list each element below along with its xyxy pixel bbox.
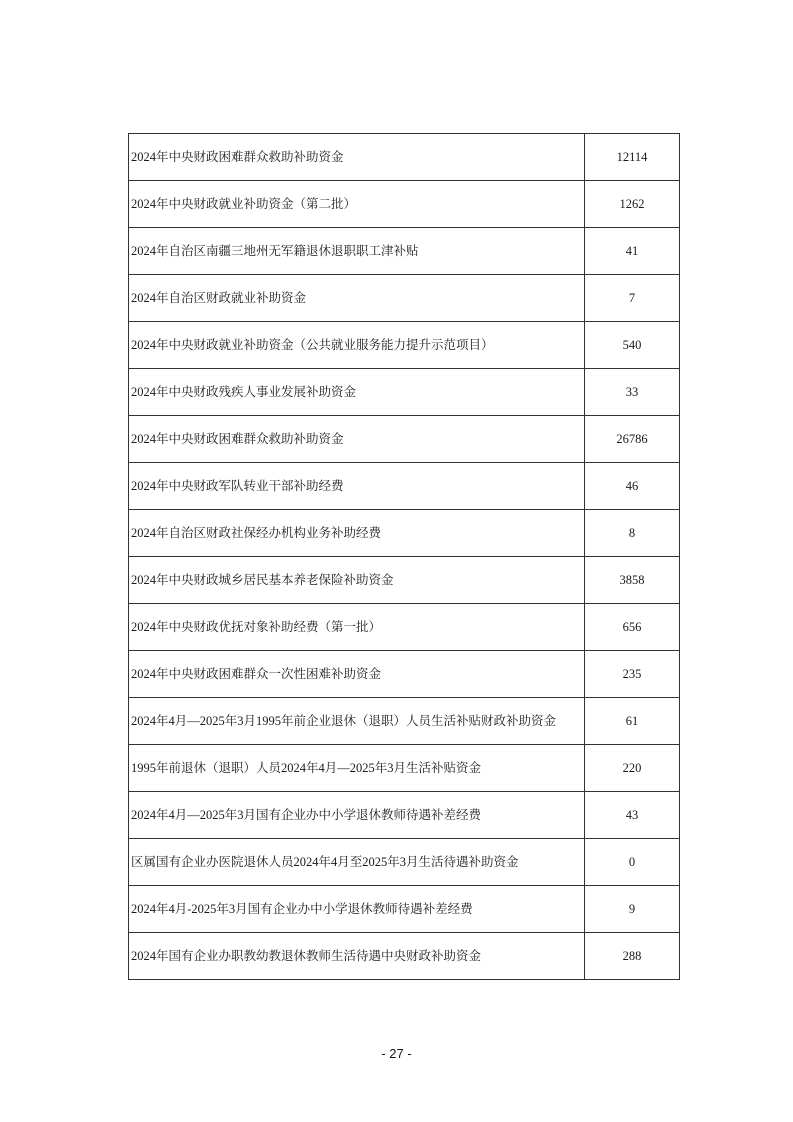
amount-cell: 33 <box>585 369 680 416</box>
funding-table-body <box>129 134 680 980</box>
table-row <box>129 604 680 651</box>
item-name-cell: 2024年中央财政军队转业干部补助经费 <box>129 463 585 510</box>
amount-cell: 46 <box>585 463 680 510</box>
amount-cell: 43 <box>585 792 680 839</box>
item-name-cell: 1995年前退休（退职）人员2024年4月—2025年3月生活补贴资金 <box>129 745 585 792</box>
page-number: - 27 - <box>381 1046 412 1061</box>
item-name-cell: 2024年中央财政残疾人事业发展补助资金 <box>129 369 585 416</box>
table-row <box>129 228 680 275</box>
item-name-cell: 2024年中央财政就业补助资金（第二批） <box>129 181 585 228</box>
item-name-cell: 2024年自治区财政就业补助资金 <box>129 275 585 322</box>
item-name-cell: 2024年4月—2025年3月国有企业办中小学退休教师待遇补差经费 <box>129 792 585 839</box>
table-row <box>129 698 680 745</box>
table-row <box>129 839 680 886</box>
amount-cell: 656 <box>585 604 680 651</box>
amount-cell: 220 <box>585 745 680 792</box>
table-row <box>129 792 680 839</box>
item-name-cell: 2024年中央财政就业补助资金（公共就业服务能力提升示范项目） <box>129 322 585 369</box>
amount-cell: 9 <box>585 886 680 933</box>
item-name-cell: 区属国有企业办医院退休人员2024年4月至2025年3月生活待遇补助资金 <box>129 839 585 886</box>
amount-cell: 0 <box>585 839 680 886</box>
table-row <box>129 275 680 322</box>
amount-cell: 41 <box>585 228 680 275</box>
item-name-cell: 2024年自治区南疆三地州无军籍退休退职职工津补贴 <box>129 228 585 275</box>
table-row <box>129 933 680 980</box>
amount-cell: 8 <box>585 510 680 557</box>
table-row <box>129 886 680 933</box>
table-row <box>129 322 680 369</box>
table-row <box>129 181 680 228</box>
amount-cell: 26786 <box>585 416 680 463</box>
item-name-cell: 2024年4月-2025年3月国有企业办中小学退休教师待遇补差经费 <box>129 886 585 933</box>
table-row <box>129 745 680 792</box>
amount-cell: 540 <box>585 322 680 369</box>
item-name-cell: 2024年中央财政城乡居民基本养老保险补助资金 <box>129 557 585 604</box>
amount-cell: 7 <box>585 275 680 322</box>
table-row <box>129 651 680 698</box>
table-row <box>129 463 680 510</box>
amount-cell: 61 <box>585 698 680 745</box>
funding-table <box>128 133 680 980</box>
item-name-cell: 2024年中央财政优抚对象补助经费（第一批） <box>129 604 585 651</box>
table-row <box>129 416 680 463</box>
item-name-cell: 2024年国有企业办职教幼教退休教师生活待遇中央财政补助资金 <box>129 933 585 980</box>
amount-cell: 12114 <box>585 134 680 181</box>
table-row <box>129 510 680 557</box>
item-name-cell: 2024年中央财政困难群众救助补助资金 <box>129 416 585 463</box>
table-row <box>129 369 680 416</box>
amount-cell: 288 <box>585 933 680 980</box>
item-name-cell: 2024年中央财政困难群众救助补助资金 <box>129 134 585 181</box>
amount-cell: 1262 <box>585 181 680 228</box>
item-name-cell: 2024年4月—2025年3月1995年前企业退休（退职）人员生活补贴财政补助资金 <box>129 698 585 745</box>
table-row <box>129 134 680 181</box>
table-row <box>129 557 680 604</box>
amount-cell: 235 <box>585 651 680 698</box>
item-name-cell: 2024年自治区财政社保经办机构业务补助经费 <box>129 510 585 557</box>
amount-cell: 3858 <box>585 557 680 604</box>
item-name-cell: 2024年中央财政困难群众一次性困难补助资金 <box>129 651 585 698</box>
